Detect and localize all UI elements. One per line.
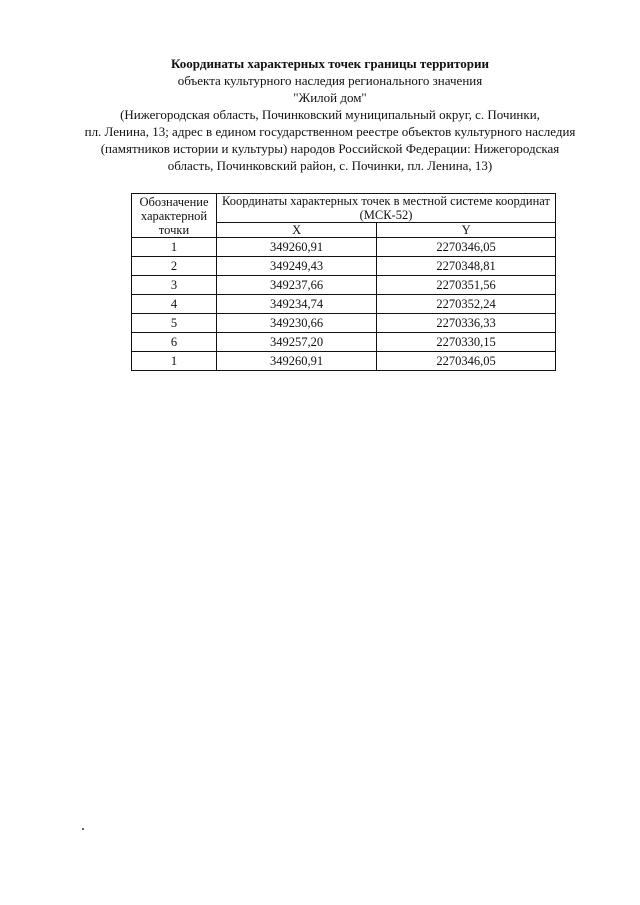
document-heading — [60, 55, 600, 174]
point-cell: 1 — [132, 238, 217, 257]
point-column-header: Обозначение характерной точки — [132, 194, 217, 238]
point-cell: 2 — [132, 257, 217, 276]
y-cell: 2270351,56 — [377, 276, 556, 295]
point-cell: 4 — [132, 295, 217, 314]
heading-line: объекта культурного наследия регионального значения — [177, 73, 483, 88]
document-title: Координаты характерных точек границы территории — [171, 56, 489, 71]
y-cell: 2270348,81 — [377, 257, 556, 276]
table-row — [132, 276, 556, 295]
x-cell: 349260,91 — [217, 238, 377, 257]
heading-line: (Нижегородская область, Починковский муниципальный округ, с. Починки, — [120, 107, 540, 122]
table-row — [132, 257, 556, 276]
heading-line: область, Починковский район, с. Починки, пл. Ленина, 13) — [167, 158, 493, 173]
table-row — [132, 295, 556, 314]
y-cell: 2270336,33 — [377, 314, 556, 333]
heading-line: (памятников истории и культуры) народов Российской Федерации: Нижегородская — [100, 141, 560, 156]
y-cell: 2270346,05 — [377, 352, 556, 371]
y-cell: 2270346,05 — [377, 238, 556, 257]
x-cell: 349234,74 — [217, 295, 377, 314]
point-cell: 1 — [132, 352, 217, 371]
coordinates-table — [131, 193, 556, 371]
x-cell: 349230,66 — [217, 314, 377, 333]
x-cell: 349260,91 — [217, 352, 377, 371]
point-cell: 6 — [132, 333, 217, 352]
table-row — [132, 238, 556, 257]
y-cell: 2270330,15 — [377, 333, 556, 352]
table-row — [132, 352, 556, 371]
point-cell: 3 — [132, 276, 217, 295]
scan-speck — [82, 828, 84, 830]
x-cell: 349237,66 — [217, 276, 377, 295]
table-row — [132, 314, 556, 333]
x-cell: 349249,43 — [217, 257, 377, 276]
coordinates-column-header: Координаты характерных точек в местной системе координат (МСК-52) — [217, 194, 556, 223]
y-cell: 2270352,24 — [377, 295, 556, 314]
x-cell: 349257,20 — [217, 333, 377, 352]
y-column-header: Y — [377, 223, 556, 238]
x-column-header: X — [217, 223, 377, 238]
point-cell: 5 — [132, 314, 217, 333]
heading-line: "Жилой дом" — [293, 90, 367, 105]
heading-line: пл. Ленина, 13; адрес в едином государственном реестре объектов культурного наследия — [84, 124, 576, 139]
table-row — [132, 333, 556, 352]
